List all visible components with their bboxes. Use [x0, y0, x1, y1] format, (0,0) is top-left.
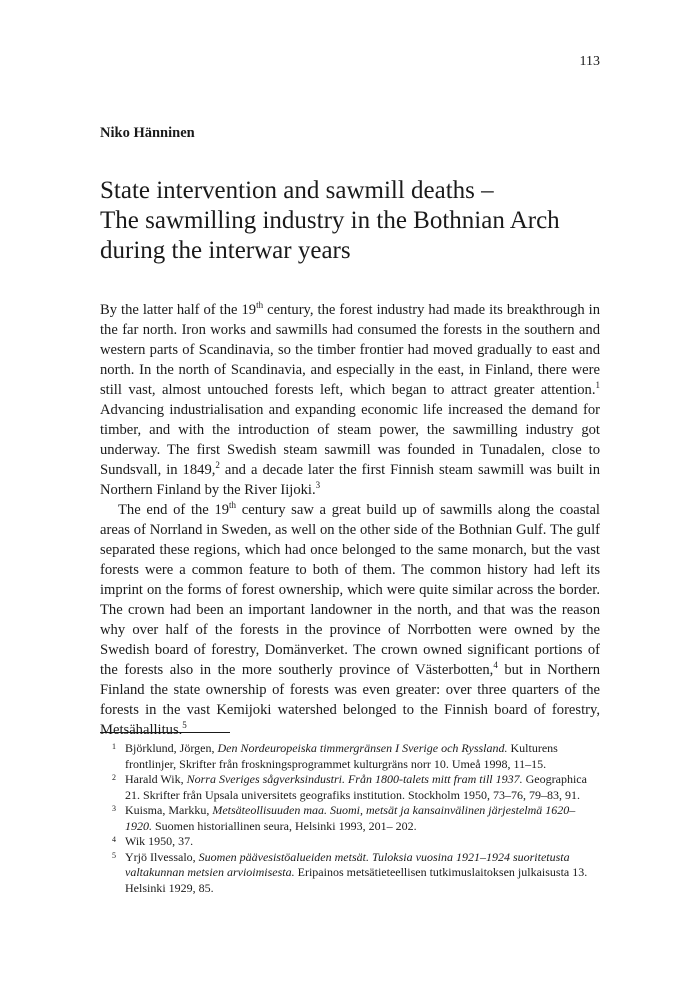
footnote-3: 3 Kuisma, Markku, Metsäteollisuuden maa. Suomi, metsät ja kansainvälinen järjestelmä 1620–1920. Suomen historiallinen seura, Helsinki 1993, 201– 202. [112, 803, 576, 833]
footnotes [100, 741, 600, 896]
title-line-1: State intervention and sawmill deaths – [100, 177, 494, 204]
paragraph-1-text-b: century, the forest industry had made its breakthrough in the far north. Iron works and sawmills had consumed the forests in the southern and western parts of Scandinavia, so the timber frontier had moved gradually to east and north. In the north of Scandinavia, and especially in the east, in Finland, there were still vast, almost untouched forests left, which began to attract greater attention. [100, 302, 601, 398]
ordinal-superscript: th [256, 300, 264, 311]
ordinal-superscript: th [229, 500, 237, 511]
footnote-ref-4: 4 [493, 660, 498, 671]
paragraph-2-text-a: The end of the 19 [118, 502, 230, 518]
footnote-number: 1 [112, 742, 116, 751]
title-line-2: The sawmilling industry in the Bothnian Arch [100, 207, 560, 234]
footnote-4: 4 Wik 1950, 37. [112, 834, 194, 848]
footnote-number: 3 [112, 804, 116, 813]
paragraph-1 [100, 300, 600, 500]
footnote-ref-2: 2 [215, 460, 220, 471]
article-title [100, 176, 600, 266]
paragraph-2-text-b: century saw a great build up of sawmills along the coastal areas of Norrland in Sweden, as well on the other side of the Bothnian Gulf. The gulf separated these regions, which had once belonged to the same monarch, but the vast forests were a common feature to both of them. The common history had left its imprint on the forms of forest ownership, which were quite similar across the border. The crown had been an important landowner in the north, and that was the reason why over half of the forests in the province of Norrbotten were owned by the Swedish board of forestry, Domänverket. The crown owned significant portions of the forests also in the more southerly province of Västerbotten, [100, 502, 600, 678]
footnote-number: 4 [112, 835, 116, 844]
footnote-2: 2 Harald Wik, Norra Sveriges sågverksindustri. Från 1800-talets mitt fram till 1937. Geographica 21. Skrifter från Upsala universitets geografiks institution. Stockholm 1950, 73–76, 79–83, 91. [112, 772, 587, 802]
footnote-1: 1 Björklund, Jörgen, Den Nordeuropeiska timmergränsen I Sverige och Ryssland. Kulturens frontlinjer, Skrifter från froskningsprogrammet kulturgräns norr 10. Umeå 1998, 11–15. [112, 741, 558, 771]
paragraph-1-text-c: Advancing industrialisation and expanding economic life increased the demand for timber, and with the introduction of steam power, the sawmilling industry got underway. The first Swedish steam sawmill was founded in Tunadalen, close to Sundsvall, in 1849, [100, 402, 600, 478]
paragraph-1-text-d: and a decade later the first Finnish steam sawmill was built in Northern Finland by the River Iijoki. [100, 462, 601, 498]
paragraph-2-text-c: but in Northern Finland the state ownership of forests was even greater: over three quarters of the forests in the vast Kemijoki watershed belonged to the Finnish board of forestry, Metsähallitus. [100, 662, 600, 738]
page-number: 113 [579, 54, 600, 69]
paragraph-2 [100, 500, 600, 740]
footnote-separator [100, 732, 230, 733]
author-name: Niko Hänninen [100, 125, 195, 141]
footnote-number: 2 [112, 773, 116, 782]
title-line-3: during the interwar years [100, 237, 351, 264]
footnote-ref-3: 3 [315, 480, 321, 491]
article-body [100, 300, 600, 740]
footnote-number: 5 [112, 850, 116, 860]
footnote-ref-1: 1 [595, 380, 600, 391]
footnote-5: 5 Yrjö Ilvessalo, Suomen päävesistöalueiden metsät. Tuloksia vuosina 1921–1924 suoritetusta valtakunnan metsien arvioimisesta. Eripainos metsätieteellisen tutkimuslaitoksen julkaisusta 13. Helsinki 1929, 85. [112, 849, 588, 895]
footnote-ref-5: 5 [182, 720, 187, 731]
paragraph-1-text-a: By the latter half of the 19 [100, 302, 257, 318]
